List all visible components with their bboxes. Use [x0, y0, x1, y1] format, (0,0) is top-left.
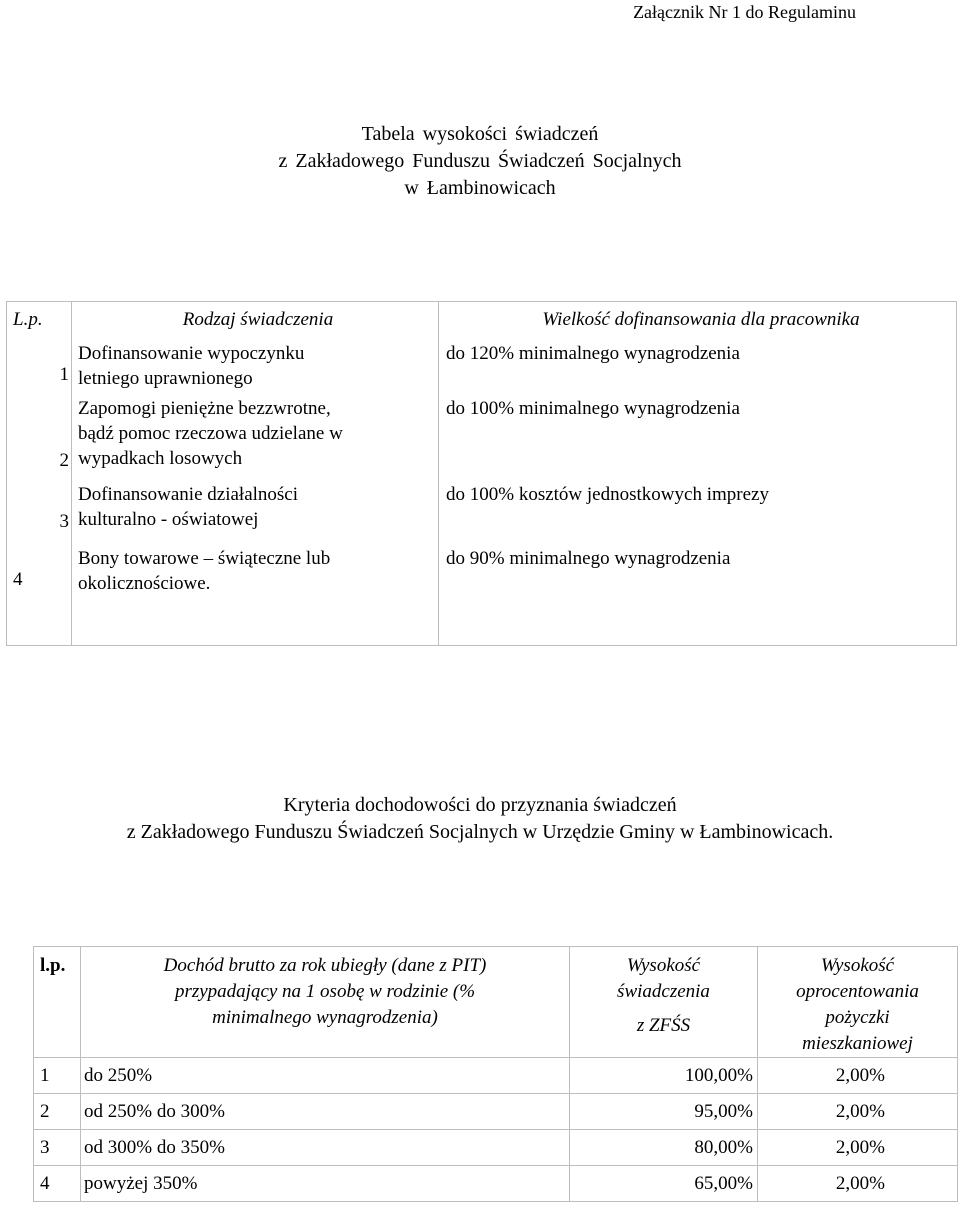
- income-criteria-table: [33, 946, 958, 1202]
- benefit-type-line: okolicznościowe.: [78, 573, 211, 594]
- table-row: [34, 1130, 958, 1166]
- header-funding-amount: Wielkość dofinansowania dla pracownika: [439, 302, 957, 339]
- loan-interest: 2,00%: [758, 1058, 958, 1094]
- criteria-heading: [0, 792, 960, 846]
- benefit-type-line: wypadkach losowych: [78, 448, 243, 469]
- header-income-line: przypadający na 1 osobę w rodzinie (%: [174, 981, 476, 1002]
- header-loan-line: mieszkaniowej: [802, 1033, 913, 1054]
- income-range: od 300% do 350%: [81, 1130, 570, 1166]
- header-loan-line: pożyczki: [825, 1007, 890, 1028]
- table-row: [7, 393, 957, 479]
- header-benefit-type: Rodzaj świadczenia: [72, 302, 439, 339]
- benefit-type-line: Zapomogi pieniężne bezzwrotne,: [78, 398, 331, 419]
- table-row: [34, 1094, 958, 1130]
- header-lp: L.p.: [7, 302, 72, 339]
- income-criteria-header: [34, 947, 958, 1058]
- benefit-type: [72, 479, 439, 543]
- table-row: [7, 543, 957, 645]
- header-income: [81, 947, 570, 1058]
- title-line-1: Tabela wysokości świadczeń: [361, 123, 599, 145]
- income-range: powyżej 350%: [81, 1166, 570, 1202]
- income-range: do 250%: [81, 1058, 570, 1094]
- income-range: od 250% do 300%: [81, 1094, 570, 1130]
- benefit-amount: 95,00%: [570, 1094, 758, 1130]
- attachment-label: Załącznik Nr 1 do Regulaminu: [633, 2, 856, 22]
- document-title: [0, 121, 960, 202]
- benefits-table-header: [7, 302, 957, 339]
- title-line-2: z Zakładowego Funduszu Świadczeń Socjalnych: [278, 150, 682, 172]
- loan-interest: 2,00%: [758, 1094, 958, 1130]
- funding-amount: do 120% minimalnego wynagrodzenia: [439, 338, 957, 393]
- header-income-line: minimalnego wynagrodzenia): [212, 1007, 438, 1028]
- criteria-line-2: z Zakładowego Funduszu Świadczeń Socjalnych w Urzędzie Gminy w Łambinowicach.: [126, 821, 834, 843]
- benefit-type-line: letniego uprawnionego: [78, 368, 253, 389]
- row-number: 2: [34, 1094, 81, 1130]
- table-row: [34, 1166, 958, 1202]
- header-loan-line: Wysokość: [820, 955, 895, 976]
- row-number: 1: [7, 338, 72, 393]
- table-row: [7, 479, 957, 543]
- title-line-3: w Łambinowicach: [404, 177, 556, 199]
- funding-amount: do 100% minimalnego wynagrodzenia: [439, 393, 957, 479]
- header-lp: l.p.: [34, 947, 81, 1058]
- criteria-line-1: Kryteria dochodowości do przyznania świadczeń: [283, 794, 677, 816]
- header-loan-line: oprocentowania: [796, 981, 919, 1002]
- benefit-type-line: Dofinansowanie wypoczynku: [78, 343, 305, 364]
- funding-amount: do 100% kosztów jednostkowych imprezy: [439, 479, 957, 543]
- benefit-amount: 65,00%: [570, 1166, 758, 1202]
- benefits-table: [6, 301, 957, 646]
- benefit-amount: 80,00%: [570, 1130, 758, 1166]
- funding-amount: do 90% minimalnego wynagrodzenia: [439, 543, 957, 645]
- table-row: [7, 338, 957, 393]
- header-income-line: Dochód brutto za rok ubiegły (dane z PIT): [163, 955, 487, 976]
- row-number: 4: [34, 1166, 81, 1202]
- header-benefit-line: świadczenia: [617, 981, 710, 1002]
- row-number: 2: [7, 393, 72, 479]
- loan-interest: 2,00%: [758, 1166, 958, 1202]
- benefit-type: [72, 393, 439, 479]
- benefit-type-line: Bony towarowe – świąteczne lub: [78, 548, 331, 569]
- benefit-amount: 100,00%: [570, 1058, 758, 1094]
- row-number: 1: [34, 1058, 81, 1094]
- benefit-type-line: bądź pomoc rzeczowa udzielane w: [78, 423, 343, 444]
- loan-interest: 2,00%: [758, 1130, 958, 1166]
- header-benefit-line: Wysokość: [626, 955, 701, 976]
- header-benefit-amount: [570, 947, 758, 1058]
- header-loan-interest: [758, 947, 958, 1058]
- header-benefit-line: z ZFŚS: [636, 1015, 691, 1036]
- benefit-type-line: Dofinansowanie działalności: [78, 484, 299, 505]
- row-number: 3: [7, 479, 72, 543]
- benefit-type-line: kulturalno - oświatowej: [78, 509, 259, 530]
- row-number: 4: [7, 543, 72, 645]
- benefit-type: [72, 543, 439, 645]
- row-number: 3: [34, 1130, 81, 1166]
- table-row: [34, 1058, 958, 1094]
- benefit-type: [72, 338, 439, 393]
